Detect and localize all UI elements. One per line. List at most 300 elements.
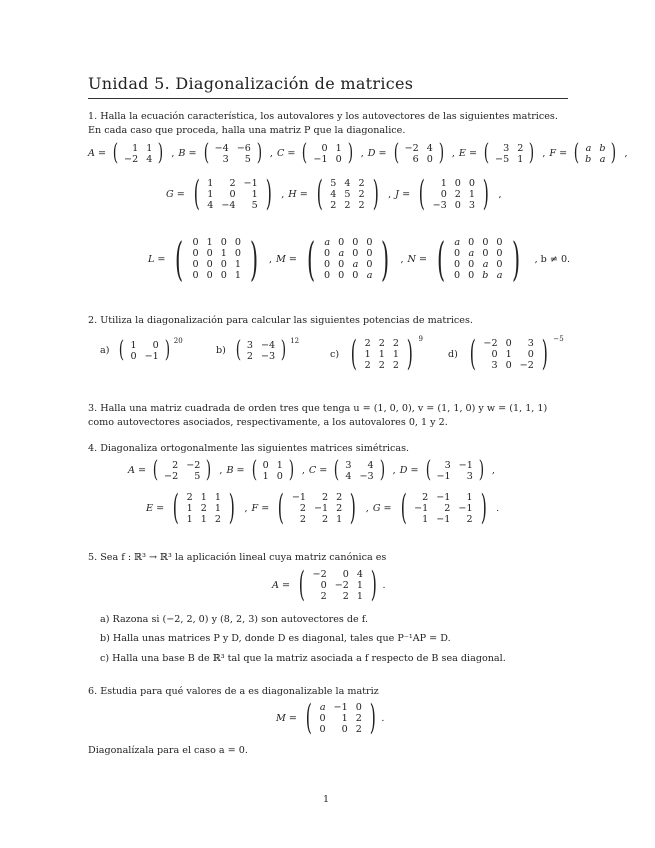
matrix-entry: a [324, 237, 331, 249]
matrix-name-D: D = [367, 148, 387, 160]
exponent: 20 [173, 337, 183, 345]
matrix-entry: 1 [234, 259, 241, 271]
matrix-entry: 1 [234, 270, 241, 282]
matrix-entry: −5 [495, 153, 510, 165]
matrix-entry: 3 [246, 339, 254, 351]
matrix-entry: 0 [527, 348, 534, 360]
matrix-entry: 2 [358, 177, 365, 189]
matrix-entry: 3 [491, 359, 498, 371]
matrix-entry: 2 [517, 142, 524, 154]
item-label: b) [216, 345, 226, 357]
matrix-name-C: C = [308, 465, 328, 477]
matrix-name-H: H = [288, 188, 308, 200]
matrix-entry: 2 [336, 491, 343, 503]
matrix-entry: 0 [496, 259, 503, 271]
matrix-entry: b [599, 142, 606, 154]
matrix-name-C: C = [276, 148, 296, 160]
matrix-entry: 1 [505, 348, 512, 360]
matrix-entry: 0 [366, 259, 373, 271]
right-paren: ) [369, 698, 376, 738]
punctuation: . [496, 502, 500, 514]
matrix-entry: a [338, 248, 345, 260]
matrix-entry: −1 [313, 153, 328, 165]
right-paren: ) [511, 232, 520, 286]
left-paren: ( [152, 457, 159, 483]
matrix-entry: 0 [192, 259, 199, 271]
punctuation: , [360, 148, 364, 160]
matrix-entry: 4 [344, 177, 351, 189]
matrix-entry: 1 [207, 177, 214, 189]
left-paren: ( [305, 698, 312, 738]
matrix-entry: 2 [392, 337, 399, 349]
ex5-statement: 5. Sea f : ℝ³ → ℝ³ la aplicación lineal cuya matriz canónica es [88, 552, 387, 563]
matrix-entry: 1 [200, 491, 207, 503]
matrix-entry: 0 [323, 270, 331, 282]
punctuation: . [382, 579, 386, 591]
matrix-entry: 1 [335, 142, 342, 154]
matrix-D-matrix [392, 142, 446, 165]
power-item-1 [100, 339, 183, 362]
matrix-name-B: B = [178, 148, 197, 160]
matrix-D-matrix [424, 459, 486, 482]
matrix-entry: 0 [319, 723, 326, 735]
matrix-entry: 3 [444, 459, 451, 471]
matrix-entry: 0 [335, 153, 342, 165]
power-item-4 [448, 334, 564, 374]
matrix-entry: 5 [344, 188, 351, 200]
matrix-entry: 2 [299, 513, 306, 525]
punctuation: , [400, 253, 404, 265]
matrix-entry: 1 [468, 188, 476, 200]
right-paren: ) [265, 174, 272, 214]
punctuation: , [498, 188, 502, 200]
matrix-entry: −2 [483, 337, 498, 349]
matrix-name-E: E = [146, 502, 165, 514]
matrix-entry: 0 [366, 237, 373, 249]
right-paren: ) [478, 457, 485, 483]
matrix-entry: 0 [262, 459, 269, 471]
matrix-entry: 1 [341, 712, 348, 724]
ex3-statement: 3. Halla una matriz cuadrada de orden tres que tenga u = (1, 0, 0), v = (1, 1, 0) y w = (1, 1, 1) como autovectores asociados, respectivamente, a los autovalores 0, 1 y 2. [88, 403, 548, 428]
matrix-entry: −1 [436, 470, 451, 482]
matrix-entry: 0 [206, 259, 213, 271]
matrix-entry: −6 [236, 142, 251, 154]
matrix-name-D: D = [399, 465, 419, 477]
matrix-entry: 2 [246, 350, 254, 362]
right-paren: ) [482, 174, 489, 214]
punctuation: , [219, 465, 223, 477]
matrix-entry: a [366, 270, 373, 282]
power-item-2 [216, 339, 299, 362]
power-1-matrix [117, 339, 171, 362]
ex2-powers [100, 335, 570, 380]
matrix-entry: 0 [454, 248, 461, 260]
matrix-M-matrix [302, 232, 395, 286]
left-paren: ( [306, 232, 316, 286]
exponent: 9 [418, 335, 423, 343]
matrix-C-matrix [332, 459, 386, 482]
matrix-entry: 0 [482, 248, 489, 260]
matrix-entry: 4 [367, 459, 374, 471]
ex4-matrix-row-1 [128, 459, 499, 482]
matrix-entry: 4 [330, 188, 337, 200]
punctuation: , [392, 465, 396, 477]
matrix-entry: 2 [444, 502, 451, 514]
matrix-name-N: N = [407, 253, 428, 265]
matrix-entry: 2 [422, 491, 429, 503]
left-paren: ( [235, 337, 242, 363]
matrix-entry: −4 [261, 339, 276, 351]
matrix-M-matrix [302, 698, 379, 738]
matrix-entry: 2 [322, 491, 329, 503]
matrix-entry: 0 [454, 270, 461, 282]
matrix-entry: 2 [392, 359, 399, 371]
matrix-entry: 0 [496, 237, 503, 249]
right-paren: ) [249, 232, 259, 286]
matrix-entry: −1 [333, 701, 348, 713]
matrix-entry: −2 [186, 459, 201, 471]
ex1-matrix-row-1 [88, 142, 632, 165]
matrix-entry: 0 [352, 237, 359, 249]
matrix-entry: 0 [321, 142, 328, 154]
matrix-name-L: L = [148, 253, 166, 265]
matrix-A-matrix [111, 142, 165, 165]
matrix-entry: −4 [214, 142, 229, 154]
matrix-name-M: M = [276, 253, 297, 265]
power-2-matrix [234, 339, 288, 362]
matrix-entry: −1 [458, 502, 473, 514]
matrix-entry: 0 [440, 188, 447, 200]
right-paren: ) [480, 488, 487, 528]
ex5-item-b: b) Halla unas matrices P y D, donde D es diagonal, tales que P⁻¹AP = D. [100, 633, 451, 644]
matrix-entry: 1 [130, 339, 137, 351]
matrix-entry: 4 [345, 470, 352, 482]
punctuation: , [171, 148, 175, 160]
matrix-entry: a [468, 248, 475, 260]
matrix-name-A: A = [88, 148, 107, 160]
punctuation: , [388, 188, 392, 200]
matrix-entry: 2 [378, 359, 385, 371]
left-paren: ( [251, 457, 257, 483]
matrix-entry: 1 [132, 142, 139, 154]
matrix-J-matrix [415, 174, 492, 214]
page-title: Unidad 5. Diagonalización de matrices [88, 74, 414, 93]
matrix-entry: 0 [352, 248, 359, 260]
matrix-entry: 4 [207, 199, 214, 211]
item-label: a) [100, 345, 110, 357]
matrix-entry: 0 [352, 270, 359, 282]
matrix-entry: 2 [342, 590, 349, 602]
matrix-entry: 0 [342, 568, 349, 580]
ex4-matrix-row-2 [146, 488, 503, 528]
matrix-entry: 0 [319, 712, 326, 724]
matrix-entry: 1 [220, 248, 227, 260]
punctuation: , [624, 148, 628, 160]
matrix-entry: 1 [336, 513, 343, 525]
matrix-entry: −1 [313, 502, 329, 514]
matrix-entry: −2 [164, 470, 179, 482]
matrix-entry: 0 [355, 701, 362, 713]
matrix-entry: a [319, 701, 326, 713]
punctuation: , [491, 465, 495, 477]
matrix-entry: 5 [244, 153, 251, 165]
matrix-entry: 0 [505, 359, 512, 371]
matrix-entry: 1 [466, 491, 473, 503]
left-paren: ( [425, 457, 431, 483]
matrix-entry: 2 [214, 513, 221, 525]
left-paren: ( [418, 174, 425, 214]
matrix-entry: 0 [338, 237, 345, 249]
left-paren: ( [278, 488, 285, 528]
left-paren: ( [436, 232, 446, 286]
ex1-matrix-row-2 [166, 174, 506, 214]
matrix-entry: 4 [356, 568, 363, 580]
matrix-entry: 2 [186, 491, 193, 503]
matrix-entry: 2 [299, 502, 306, 514]
right-paren: ) [288, 457, 295, 483]
matrix-entry: −1 [436, 491, 451, 503]
matrix-entry: 0 [468, 270, 475, 282]
matrix-entry: 1 [517, 153, 524, 165]
matrix-H-matrix [313, 174, 382, 214]
matrix-A-matrix [151, 459, 213, 482]
matrix-N-matrix [432, 232, 525, 286]
left-paren: ( [350, 334, 357, 374]
matrix-entry: 0 [454, 199, 461, 211]
matrix-G-matrix [397, 488, 491, 528]
matrix-entry: 0 [234, 237, 241, 249]
matrix-name-F: F = [549, 148, 568, 160]
matrix-entry: 0 [366, 248, 373, 260]
matrix-entry: −1 [458, 459, 473, 471]
matrix-entry: a [454, 237, 461, 249]
matrix-entry: −2 [312, 568, 327, 580]
matrix-entry: 3 [345, 459, 352, 471]
matrix-entry: 1 [378, 348, 385, 360]
matrix-name-A: A = [272, 579, 291, 591]
right-paren: ) [256, 140, 263, 166]
matrix-entry: 2 [364, 337, 371, 349]
matrix-G-matrix [190, 174, 275, 214]
matrix-entry: 1 [214, 502, 221, 514]
matrix-entry: 0 [454, 259, 461, 271]
punctuation: , [365, 502, 369, 514]
matrix-name-M: M = [276, 712, 297, 724]
matrix-entry: 1 [392, 348, 399, 360]
matrix-name-F: F = [251, 502, 270, 514]
left-paren: ( [119, 337, 125, 363]
matrix-entry: 4 [426, 142, 433, 154]
matrix-entry: 0 [505, 337, 512, 349]
matrix-entry: a [585, 142, 592, 154]
matrix-entry: 1 [207, 188, 214, 200]
right-paren: ) [372, 174, 379, 214]
matrix-entry: 1 [422, 513, 429, 525]
matrix-entry: 6 [412, 153, 419, 165]
left-paren: ( [193, 174, 200, 214]
right-paren: ) [158, 140, 164, 166]
right-paren: ) [406, 334, 413, 374]
ex5-matrix [272, 565, 386, 605]
matrix-entry: 1 [440, 177, 447, 189]
matrix-entry: 2 [344, 199, 351, 211]
matrix-entry: 0 [220, 259, 227, 271]
matrix-E-matrix [482, 142, 536, 165]
matrix-entry: 1 [356, 579, 363, 591]
title-rule [88, 98, 568, 99]
matrix-entry: 1 [186, 502, 193, 514]
matrix-name-J: J = [395, 188, 411, 200]
matrix-entry: 0 [454, 177, 461, 189]
left-paren: ( [203, 140, 209, 166]
matrix-entry: −1 [291, 491, 306, 503]
left-paren: ( [298, 565, 305, 605]
right-paren: ) [611, 140, 617, 166]
matrix-entry: b [585, 153, 592, 165]
matrix-entry: 0 [468, 237, 475, 249]
matrix-entry: 4 [146, 153, 153, 165]
matrix-entry: 0 [234, 248, 241, 260]
ex4-statement: 4. Diagonaliza ortogonalmente las siguientes matrices simétricas. [88, 443, 410, 454]
matrix-E-matrix [169, 488, 238, 528]
matrix-entry: 0 [130, 350, 137, 362]
matrix-entry: 2 [320, 590, 327, 602]
punctuation: , [542, 148, 546, 160]
matrix-entry: a [599, 153, 606, 165]
left-paren: ( [302, 140, 308, 166]
matrix-entry: 0 [491, 348, 498, 360]
punctuation: , [268, 253, 273, 265]
matrix-entry: 2 [330, 199, 337, 211]
matrix-entry: −4 [221, 199, 236, 211]
left-paren: ( [175, 232, 184, 286]
matrix-B-matrix [202, 142, 264, 165]
matrix-entry: 0 [338, 270, 345, 282]
matrix-entry: 0 [341, 723, 348, 735]
matrix-entry: 0 [192, 248, 199, 260]
punctuation: . [381, 712, 385, 724]
matrix-entry: 3 [527, 337, 534, 349]
matrix-entry: 5 [251, 199, 258, 211]
matrix-entry: 1 [214, 491, 221, 503]
page-number: 1 [323, 794, 330, 805]
matrix-entry: 0 [320, 579, 327, 591]
ex6-matrix [276, 698, 385, 738]
matrix-entry: 2 [378, 337, 385, 349]
right-paren: ) [164, 337, 170, 363]
matrix-entry: 3 [503, 142, 510, 154]
matrix-F-matrix [274, 488, 359, 528]
left-paren: ( [112, 140, 119, 166]
matrix-entry: −2 [124, 153, 139, 165]
matrix-entry: 2 [200, 502, 207, 514]
punctuation: , [451, 148, 455, 160]
matrix-entry: 3 [222, 153, 229, 165]
matrix-entry: 2 [358, 199, 365, 211]
matrix-entry: 2 [336, 502, 343, 514]
matrix-entry: 0 [206, 270, 213, 282]
matrix-entry: 0 [323, 248, 331, 260]
matrix-entry: −3 [432, 199, 447, 211]
right-paren: ) [228, 488, 235, 528]
ex6-statement: 6. Estudia para qué valores de a es diagonalizable la matriz [88, 686, 379, 697]
matrix-entry: 0 [192, 270, 199, 282]
right-paren: ) [438, 140, 445, 166]
matrix-entry: a [482, 259, 489, 271]
right-paren: ) [347, 140, 353, 166]
left-paren: ( [469, 334, 476, 374]
right-paren: ) [379, 457, 385, 483]
matrix-entry: −3 [359, 470, 374, 482]
matrix-entry: 0 [206, 248, 213, 260]
matrix-entry: 3 [468, 199, 476, 211]
matrix-entry: −1 [436, 513, 451, 525]
left-paren: ( [393, 140, 399, 166]
left-paren: ( [334, 457, 340, 483]
power-item-3 [330, 334, 423, 374]
matrix-entry: 1 [251, 188, 258, 200]
left-paren: ( [316, 174, 323, 214]
matrix-entry: 0 [152, 339, 159, 351]
matrix-A-matrix [295, 565, 380, 605]
matrix-entry: 2 [358, 188, 365, 200]
matrix-entry: 2 [322, 513, 329, 525]
right-paren: ) [280, 337, 287, 363]
matrix-entry: 2 [172, 459, 179, 471]
item-label: c) [330, 348, 340, 360]
punctuation: , [269, 148, 273, 160]
ex1-statement: 1. Halla la ecuación característica, los autovalores y los autovectores de las siguientes matrices. En cada caso que proceda, halla una matriz P que la diagonalice. [88, 111, 558, 136]
matrix-entry: −2 [404, 142, 419, 154]
matrix-entry: 0 [338, 259, 345, 271]
matrix-entry: 0 [323, 259, 331, 271]
exponent: 12 [290, 337, 300, 345]
right-paren: ) [370, 565, 377, 605]
matrix-entry: 2 [364, 359, 371, 371]
matrix-entry: 1 [364, 348, 371, 360]
matrix-name-G: G = [372, 502, 392, 514]
ex5-item-a: a) Razona si (−2, 2, 0) y (8, 2, 3) son autovectores de f. [100, 614, 369, 625]
ex5-item-c: c) Halla una base B de ℝ³ tal que la matriz asociada a f respecto de B sea diagonal. [100, 653, 506, 664]
matrix-entry: a [496, 270, 503, 282]
matrix-entry: −1 [243, 177, 258, 189]
matrix-C-matrix [300, 142, 354, 165]
ex2-statement: 2. Utiliza la diagonalización para calcular las siguientes potencias de matrices. [88, 315, 473, 326]
right-paren: ) [381, 232, 390, 286]
matrix-entry: −3 [261, 350, 276, 362]
matrix-entry: 1 [200, 513, 207, 525]
matrix-entry: −1 [144, 350, 159, 362]
punctuation: , [281, 188, 285, 200]
matrix-name-E: E = [458, 148, 478, 160]
matrix-B-matrix [250, 459, 296, 482]
matrix-entry: 5 [194, 470, 201, 482]
item-label: d) [448, 348, 458, 360]
matrix-entry: −2 [334, 579, 349, 591]
matrix-entry: 2 [229, 177, 236, 189]
matrix-entry: 5 [330, 177, 337, 189]
matrix-entry: 1 [262, 470, 269, 482]
matrix-entry: 1 [206, 237, 213, 249]
matrix-entry: 0 [482, 237, 489, 249]
matrix-entry: 0 [468, 177, 476, 189]
power-4-matrix [466, 334, 551, 374]
left-paren: ( [483, 140, 490, 166]
matrix-entry: 0 [468, 259, 475, 271]
punctuation: , [301, 465, 305, 477]
matrix-entry: 2 [454, 188, 461, 200]
punctuation: , [244, 502, 248, 514]
